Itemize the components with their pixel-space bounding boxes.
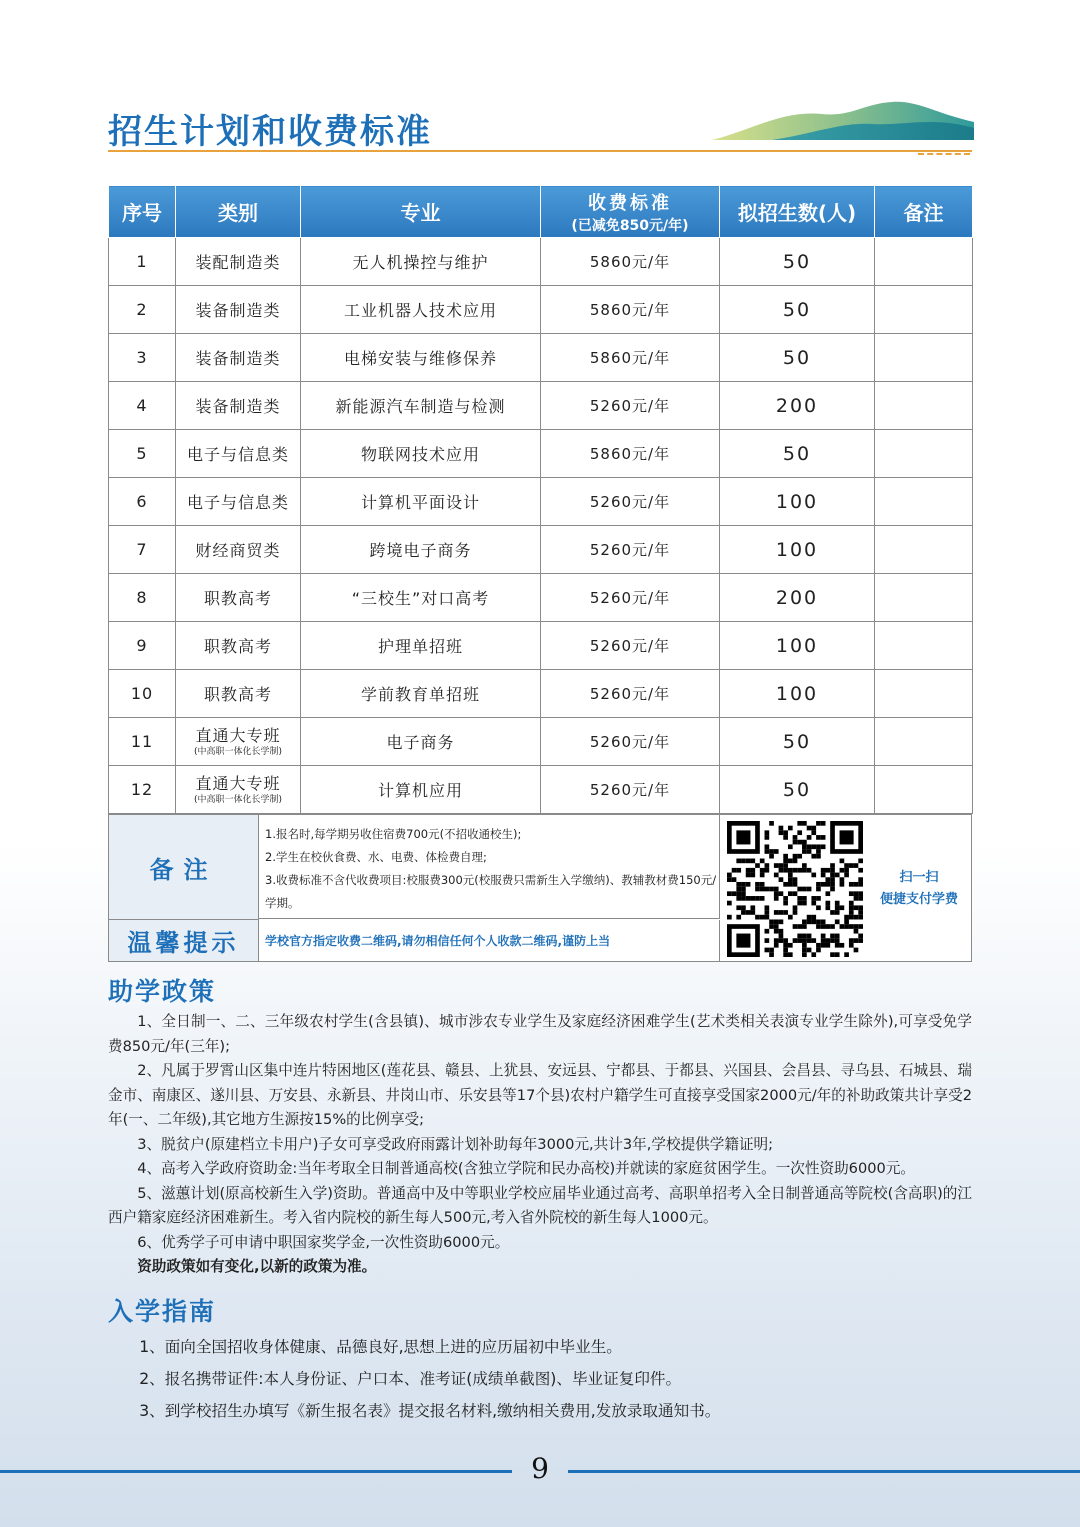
cell-seq: 9 — [109, 622, 176, 670]
scan-line-1: 扫一扫 — [899, 870, 939, 885]
footer-rule-right — [568, 1470, 1080, 1473]
cell-major: 物联网技术应用 — [301, 430, 541, 478]
cell-fee: 5260元/年 — [541, 382, 720, 430]
header-fee — [541, 186, 720, 238]
cell-quota: 50 — [720, 766, 875, 814]
enrollment-guide-text — [108, 1334, 972, 1430]
cell-fee: 5260元/年 — [541, 574, 720, 622]
cell-seq: 3 — [109, 334, 176, 382]
note-line: 2.学生在校伙食费、水、电费、体检费自理; — [265, 850, 487, 864]
cell-fee: 5860元/年 — [541, 334, 720, 382]
cell-major: 护理单招班 — [301, 622, 541, 670]
table-row — [109, 334, 973, 382]
cell-major: 新能源汽车制造与检测 — [301, 382, 541, 430]
cell-quota: 50 — [720, 238, 875, 286]
header-major: 专业 — [301, 186, 541, 238]
cell-quota: 100 — [720, 526, 875, 574]
notes-text — [259, 815, 720, 919]
cell-category — [176, 766, 301, 814]
tip-label: 温馨提示 — [109, 920, 259, 961]
cell-category: 职教高考 — [176, 574, 301, 622]
table-row — [109, 238, 973, 286]
cell-category — [176, 718, 301, 766]
notes-label: 备注 — [109, 815, 259, 920]
cell-major: 电梯安装与维修保养 — [301, 334, 541, 382]
cell-category: 财经商贸类 — [176, 526, 301, 574]
table-row — [109, 574, 973, 622]
note-line: 1.报名时,每学期另收住宿费700元(不招收通校生); — [265, 827, 522, 841]
cell-fee: 5260元/年 — [541, 622, 720, 670]
cell-remark — [875, 766, 973, 814]
aid-policy-text — [108, 1010, 972, 1280]
table-row — [109, 622, 973, 670]
table-row — [109, 430, 973, 478]
cell-major: 学前教育单招班 — [301, 670, 541, 718]
table-row — [109, 718, 973, 766]
aid-note: 资助政策如有变化,以新的政策为准。 — [137, 1258, 377, 1275]
page-number: 9 — [531, 1452, 549, 1485]
category-label: 直通大专班 — [195, 725, 281, 745]
cell-major: 计算机平面设计 — [301, 478, 541, 526]
aid-paragraph: 1、全日制一、二、三年级农村学生(含县镇)、城市涉农专业学生及家庭经济困难学生(艺术类相关表演专业学生除外),可享受免学费850元/年(三年); — [108, 1013, 972, 1055]
table-row — [109, 526, 973, 574]
cell-quota: 100 — [720, 478, 875, 526]
cell-remark — [875, 334, 973, 382]
cell-remark — [875, 382, 973, 430]
cell-major: 计算机应用 — [301, 766, 541, 814]
cell-remark — [875, 526, 973, 574]
cell-quota: 50 — [720, 430, 875, 478]
table-header-row — [109, 186, 973, 238]
cell-remark — [875, 238, 973, 286]
cell-quota: 50 — [720, 286, 875, 334]
cell-major: “三校生”对口高考 — [301, 574, 541, 622]
cell-seq: 7 — [109, 526, 176, 574]
cell-quota: 50 — [720, 718, 875, 766]
cell-fee: 5260元/年 — [541, 526, 720, 574]
cell-category: 装备制造类 — [176, 382, 301, 430]
cell-major: 跨境电子商务 — [301, 526, 541, 574]
mountain-logo-icon — [712, 100, 974, 144]
cell-seq: 8 — [109, 574, 176, 622]
cell-fee: 5860元/年 — [541, 238, 720, 286]
cell-quota: 100 — [720, 622, 875, 670]
cell-fee: 5260元/年 — [541, 718, 720, 766]
cell-seq: 5 — [109, 430, 176, 478]
aid-policy-title: 助学政策 — [108, 977, 217, 1006]
table-row — [109, 766, 973, 814]
cell-seq: 12 — [109, 766, 176, 814]
aid-paragraph: 4、高考入学政府资助金:当年考取全日制普通高校(含独立学院和民办高校)并就读的家庭贫困学生。一次性资助6000元。 — [137, 1160, 916, 1177]
cell-seq: 11 — [109, 718, 176, 766]
footer-rule-left — [0, 1470, 512, 1473]
cell-remark — [875, 718, 973, 766]
aid-paragraph: 2、凡属于罗霄山区集中连片特困地区(莲花县、赣县、上犹县、安远县、宁都县、于都县、兴国县、会昌县、寻乌县、石城县、瑞金市、南康区、遂川县、万安县、永新县、井岗山市、乐安县等17个县)农村户籍学生可直接享受国家2000元/年的补助政策共计享受2年(一、二年级),其它地方生源按15%的比例享受; — [108, 1062, 972, 1128]
tip-text: 学校官方指定收费二维码,请勿相信任何个人收款二维码,谨防上当 — [259, 920, 720, 961]
cell-category: 职教高考 — [176, 622, 301, 670]
header-fee-sub: (已减免850元/年) — [571, 217, 689, 234]
cell-fee: 5260元/年 — [541, 670, 720, 718]
table-row — [109, 670, 973, 718]
page-title: 招生计划和收费标准 — [108, 112, 432, 152]
cell-quota: 100 — [720, 670, 875, 718]
cell-category: 装备制造类 — [176, 286, 301, 334]
cell-remark — [875, 478, 973, 526]
table-row — [109, 286, 973, 334]
cell-seq: 6 — [109, 478, 176, 526]
cell-major: 无人机操控与维护 — [301, 238, 541, 286]
cell-category: 装备制造类 — [176, 334, 301, 382]
cell-seq: 4 — [109, 382, 176, 430]
category-note: (中高职一体化长学制) — [193, 746, 283, 757]
title-underline — [108, 150, 972, 152]
category-label: 直通大专班 — [195, 773, 281, 793]
header-remark: 备注 — [875, 186, 973, 238]
notes-panel — [108, 814, 972, 962]
cell-category: 职教高考 — [176, 670, 301, 718]
cell-fee: 5260元/年 — [541, 766, 720, 814]
cell-fee: 5260元/年 — [541, 478, 720, 526]
cell-major: 工业机器人技术应用 — [301, 286, 541, 334]
cell-category: 电子与信息类 — [176, 430, 301, 478]
cell-seq: 1 — [109, 238, 176, 286]
enrollment-guide-title: 入学指南 — [108, 1297, 217, 1326]
note-line: 3.收费标准不含代收费项目:校服费300元(校服费只需新生入学缴纳)、教辅教材费150元/学期。 — [265, 873, 717, 910]
cell-major: 电子商务 — [301, 718, 541, 766]
cell-quota: 50 — [720, 334, 875, 382]
cell-fee: 5860元/年 — [541, 286, 720, 334]
header-seq: 序号 — [109, 186, 176, 238]
table-row — [109, 478, 973, 526]
cell-remark — [875, 622, 973, 670]
cell-quota: 200 — [720, 382, 875, 430]
table-row — [109, 382, 973, 430]
cell-remark — [875, 670, 973, 718]
cell-remark — [875, 286, 973, 334]
cell-seq: 10 — [109, 670, 176, 718]
cell-remark — [875, 574, 973, 622]
guide-item: 2、报名携带证件:本人身份证、户口本、准考证(成绩单截图)、毕业证复印件。 — [139, 1370, 682, 1388]
payment-qr-code-icon[interactable] — [727, 821, 863, 957]
header-quota: 拟招生数(人) — [720, 186, 875, 238]
aid-paragraph: 3、脱贫户(原建档立卡用户)子女可享受政府雨露计划补助每年3000元,共计3年,学校提供学籍证明; — [137, 1135, 774, 1153]
title-dash-accent — [918, 153, 970, 155]
cell-category: 装配制造类 — [176, 238, 301, 286]
guide-item: 1、面向全国招收身体健康、品德良好,思想上进的应历届初中毕业生。 — [139, 1338, 622, 1356]
guide-item: 3、到学校招生办填写《新生报名表》提交报名材料,缴纳相关费用,发放录取通知书。 — [139, 1402, 721, 1420]
aid-paragraph: 5、滋蕙计划(原高校新生入学)资助。普通高中及中等职业学校应届毕业通过高考、高职单招考入全日制普通高等院校(含高职)的江西户籍家庭经济困难新生。考入省内院校的新生每人500元,考入省外院校的新生每人1000元。 — [108, 1184, 972, 1226]
cell-quota: 200 — [720, 574, 875, 622]
cell-seq: 2 — [109, 286, 176, 334]
cell-fee: 5860元/年 — [541, 430, 720, 478]
header-category: 类别 — [176, 186, 301, 238]
scan-line-2: 便捷支付学费 — [879, 892, 958, 907]
cell-remark — [875, 430, 973, 478]
header-fee-main: 收费标准 — [588, 192, 672, 214]
scan-caption — [869, 867, 969, 911]
aid-paragraph: 6、优秀学子可申请中职国家奖学金,一次性资助6000元。 — [137, 1233, 510, 1251]
cell-category: 电子与信息类 — [176, 478, 301, 526]
category-note: (中高职一体化长学制) — [193, 794, 283, 805]
enrollment-fee-table — [108, 185, 973, 814]
